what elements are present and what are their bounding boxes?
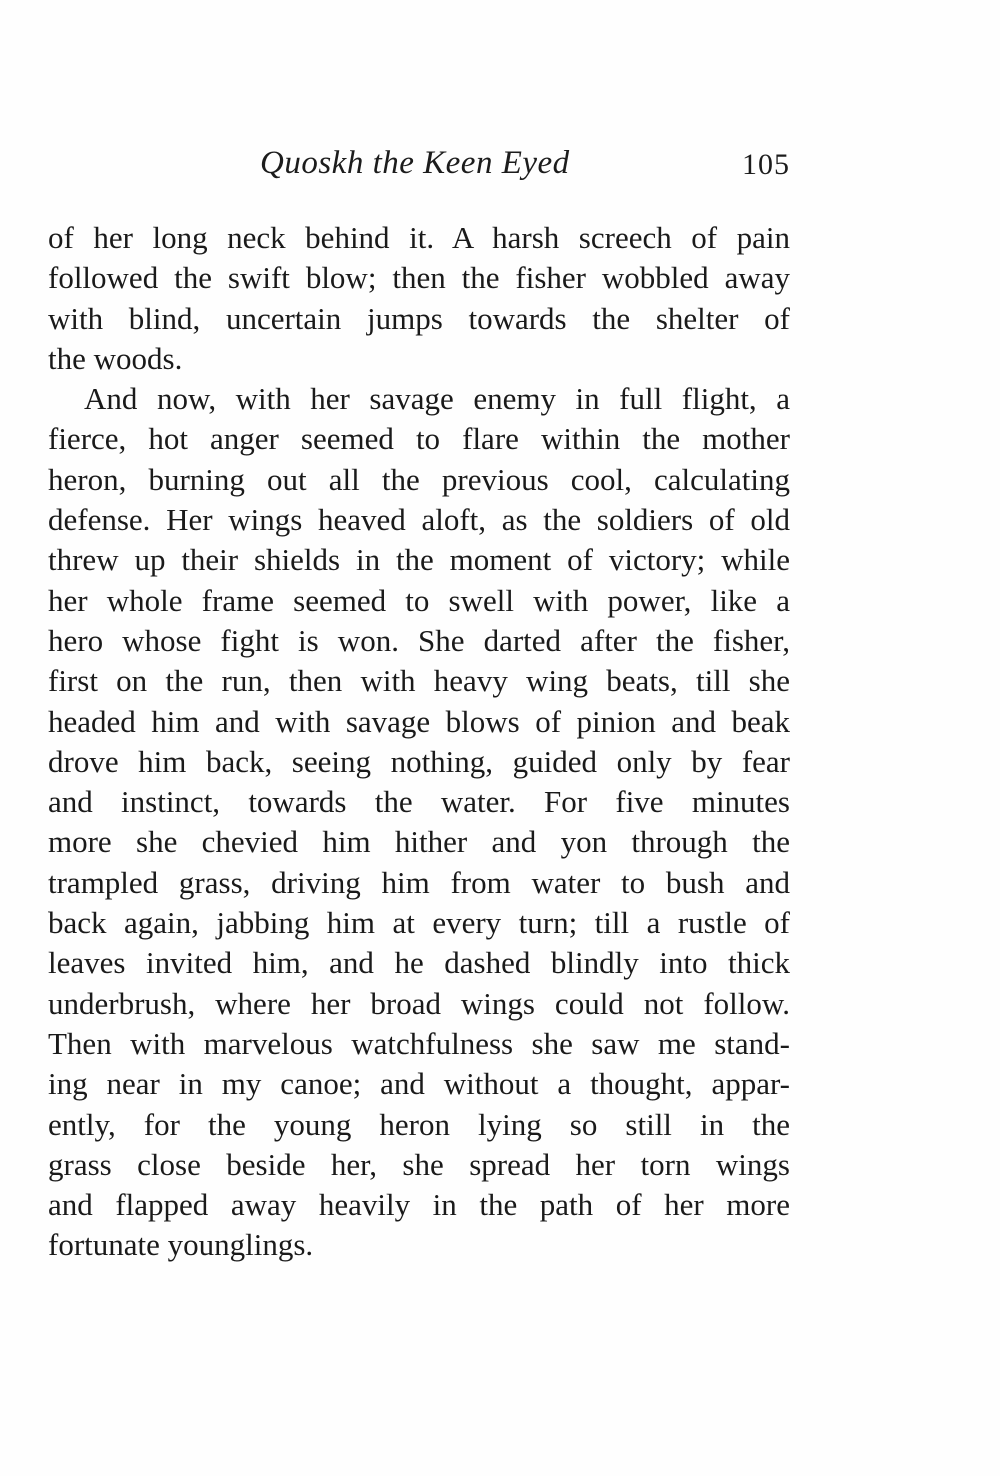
text-line: leaves invited him, and he dashed blindly into thick: [48, 945, 790, 981]
text-line: of her long neck behind it. A harsh screech of pain: [48, 220, 790, 255]
running-head: [48, 145, 790, 195]
text-line: ently, for the young heron lying so still in the: [48, 1106, 790, 1142]
text-line: followed the swift blow; then the fisher wobbled away: [48, 260, 790, 296]
text-line: ing near in my canoe; and without a thought, appar-: [48, 1066, 790, 1102]
text-line: fierce, hot anger seemed to flare within the mother: [48, 421, 790, 457]
text-line: heron, burning out all the previous cool, calculating: [48, 461, 790, 497]
text-line: threw up their shields in the moment of victory; while: [48, 542, 790, 578]
text-line: headed him and with savage blows of pinion and beak: [48, 703, 790, 739]
text-line: her whole frame seemed to swell with power, like a: [48, 582, 790, 618]
page-number: 105: [742, 148, 790, 181]
text-line: Then with marvelous watchfulness she saw me stand-: [48, 1025, 790, 1061]
text-line: and flapped away heavily in the path of her more: [48, 1187, 790, 1223]
text-line: first on the run, then with heavy wing beats, till she: [48, 663, 790, 699]
text-line: defense. Her wings heaved aloft, as the soldiers of old: [48, 502, 790, 538]
text-line: grass close beside her, she spread her torn wings: [48, 1146, 790, 1182]
text-line: back again, jabbing him at every turn; till a rustle of: [48, 905, 790, 941]
running-title: Quoskh the Keen Eyed: [260, 145, 570, 181]
text-line: And now, with her savage enemy in full flight, a: [84, 381, 790, 417]
paragraph-1: [48, 218, 790, 379]
text-line: and instinct, towards the water. For five minutes: [48, 784, 790, 820]
text-line: drove him back, seeing nothing, guided only by fear: [48, 743, 790, 779]
text-line: fortunate younglings.: [48, 1227, 314, 1263]
text-line: more she chevied him hither and yon through the: [48, 824, 790, 860]
text-line: the woods.: [48, 340, 183, 376]
body-text: [48, 218, 790, 1266]
text-line: underbrush, where her broad wings could not follow.: [48, 985, 790, 1021]
text-line: trampled grass, driving him from water to bush and: [48, 864, 790, 900]
text-line: hero whose fight is won. She darted after the fisher,: [48, 622, 790, 658]
paragraph-2: [48, 379, 790, 1266]
text-line: with blind, uncertain jumps towards the shelter of: [48, 300, 790, 336]
